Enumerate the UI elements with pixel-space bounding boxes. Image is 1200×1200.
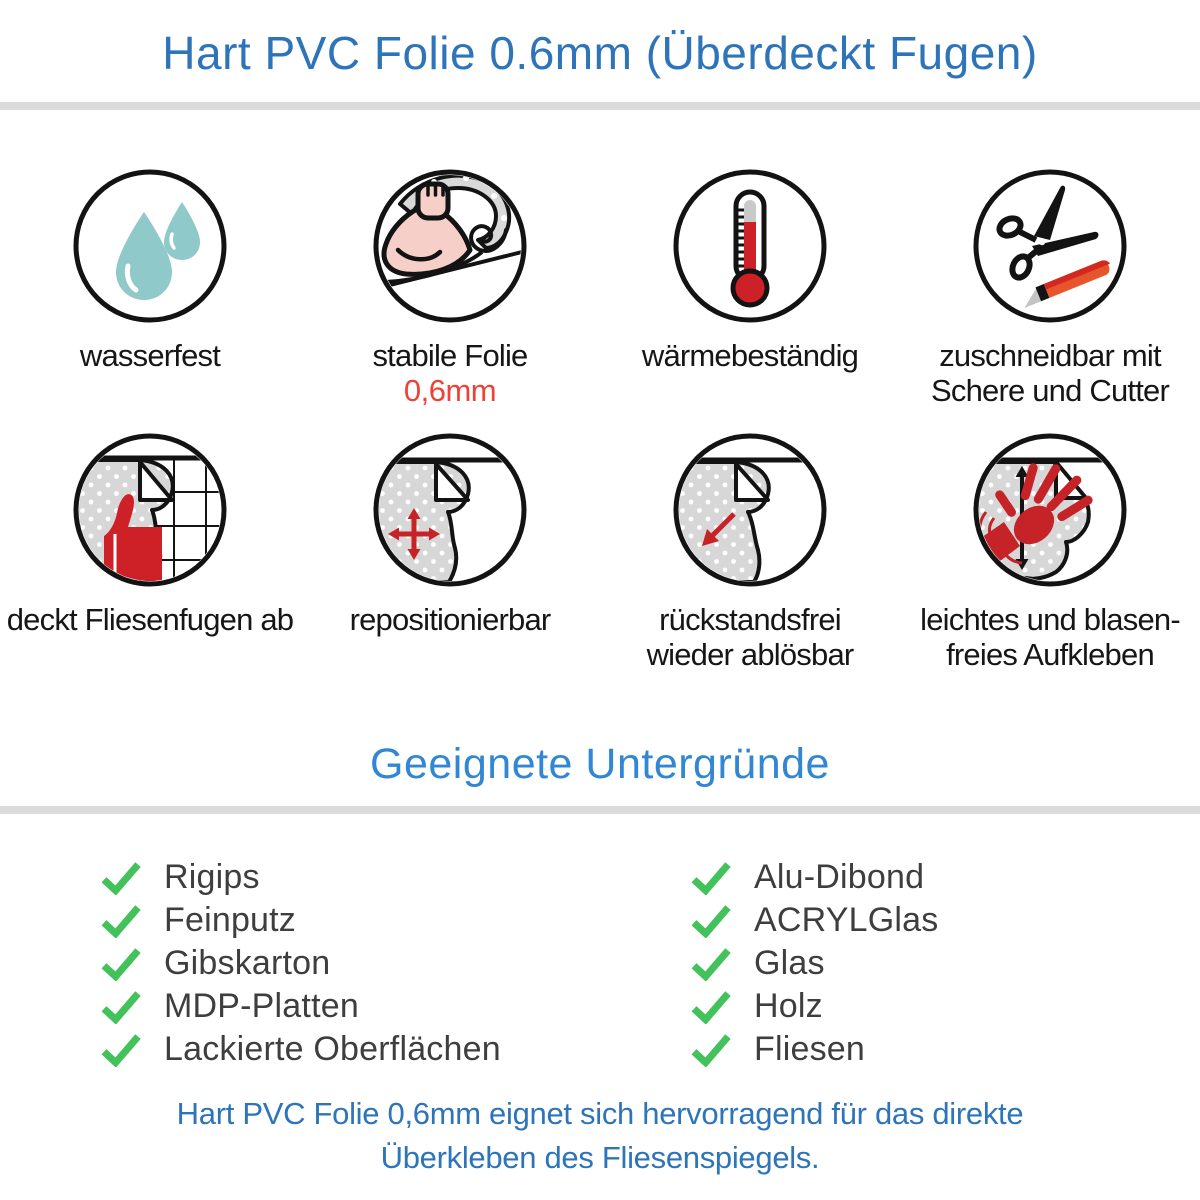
feature-aufkleben (900, 430, 1200, 672)
feature-label: repositionierbar (349, 602, 551, 637)
feature-deckt-fliesenfugen (0, 430, 300, 672)
feature-label: stabile Folie (372, 338, 528, 373)
muscle-arm-foil-icon (370, 166, 530, 326)
feature-zuschneidbar (900, 166, 1200, 408)
substrate-list-right (690, 856, 938, 1071)
move-arrows-foil-icon (370, 430, 530, 590)
thermometer-icon (670, 166, 830, 326)
thumb-up-tiles-icon (70, 430, 230, 590)
scissors-cutter-icon (970, 166, 1130, 326)
substrate-list-left (100, 856, 501, 1071)
footer-line-1: Hart PVC Folie 0,6mm eignet sich hervorragend für das direkte (176, 1096, 1024, 1131)
feature-wasserfest (0, 166, 300, 408)
feature-stabile-folie (300, 166, 600, 408)
check-icon (690, 1033, 732, 1067)
check-icon (690, 990, 732, 1024)
feature-rueckstandsfrei (600, 430, 900, 672)
feature-label: wasserfest (79, 338, 221, 373)
page-title: Hart PVC Folie 0.6mm (Überdeckt Fugen) (162, 27, 1038, 79)
section-title: Geeignete Untergründe (370, 740, 830, 788)
feature-row-2 (0, 430, 1200, 672)
divider-bar-top (0, 102, 1200, 110)
check-icon (100, 947, 142, 981)
feature-label: wärmebeständig (641, 338, 859, 373)
water-drops-icon (70, 166, 230, 326)
check-icon (690, 904, 732, 938)
list-item: Rigips (100, 856, 501, 899)
check-icon (100, 1033, 142, 1067)
feature-repositionierbar (300, 430, 600, 672)
list-item: ACRYLGlas (690, 899, 938, 942)
hand-smoothing-foil-icon (970, 430, 1130, 590)
list-item: Lackierte Oberflächen (100, 1028, 501, 1071)
list-item: Gibskarton (100, 942, 501, 985)
check-icon (100, 990, 142, 1024)
feature-row-1 (0, 166, 1200, 408)
feature-label: deckt Fliesenfugen ab (6, 602, 294, 637)
peel-arrow-foil-icon (670, 430, 830, 590)
feature-thickness: 0,6mm (403, 373, 497, 408)
list-item: Alu-Dibond (690, 856, 938, 899)
list-item: MDP-Platten (100, 985, 501, 1028)
list-item: Fliesen (690, 1028, 938, 1071)
footer-note (0, 1092, 1200, 1180)
feature-label: zuschneidbar mit Schere und Cutter (931, 338, 1169, 408)
divider-bar-middle (0, 806, 1200, 814)
list-item: Holz (690, 985, 938, 1028)
list-item: Glas (690, 942, 938, 985)
list-item: Feinputz (100, 899, 501, 942)
check-icon (690, 947, 732, 981)
footer-line-2: Überkleben des Fliesenspiegels. (380, 1140, 820, 1175)
check-icon (690, 861, 732, 895)
check-icon (100, 861, 142, 895)
check-icon (100, 904, 142, 938)
feature-label: rückstandsfrei wieder ablösbar (646, 602, 854, 672)
feature-waermebestaendig (600, 166, 900, 408)
feature-label: leichtes und blasen-freies Aufkleben (920, 602, 1180, 672)
